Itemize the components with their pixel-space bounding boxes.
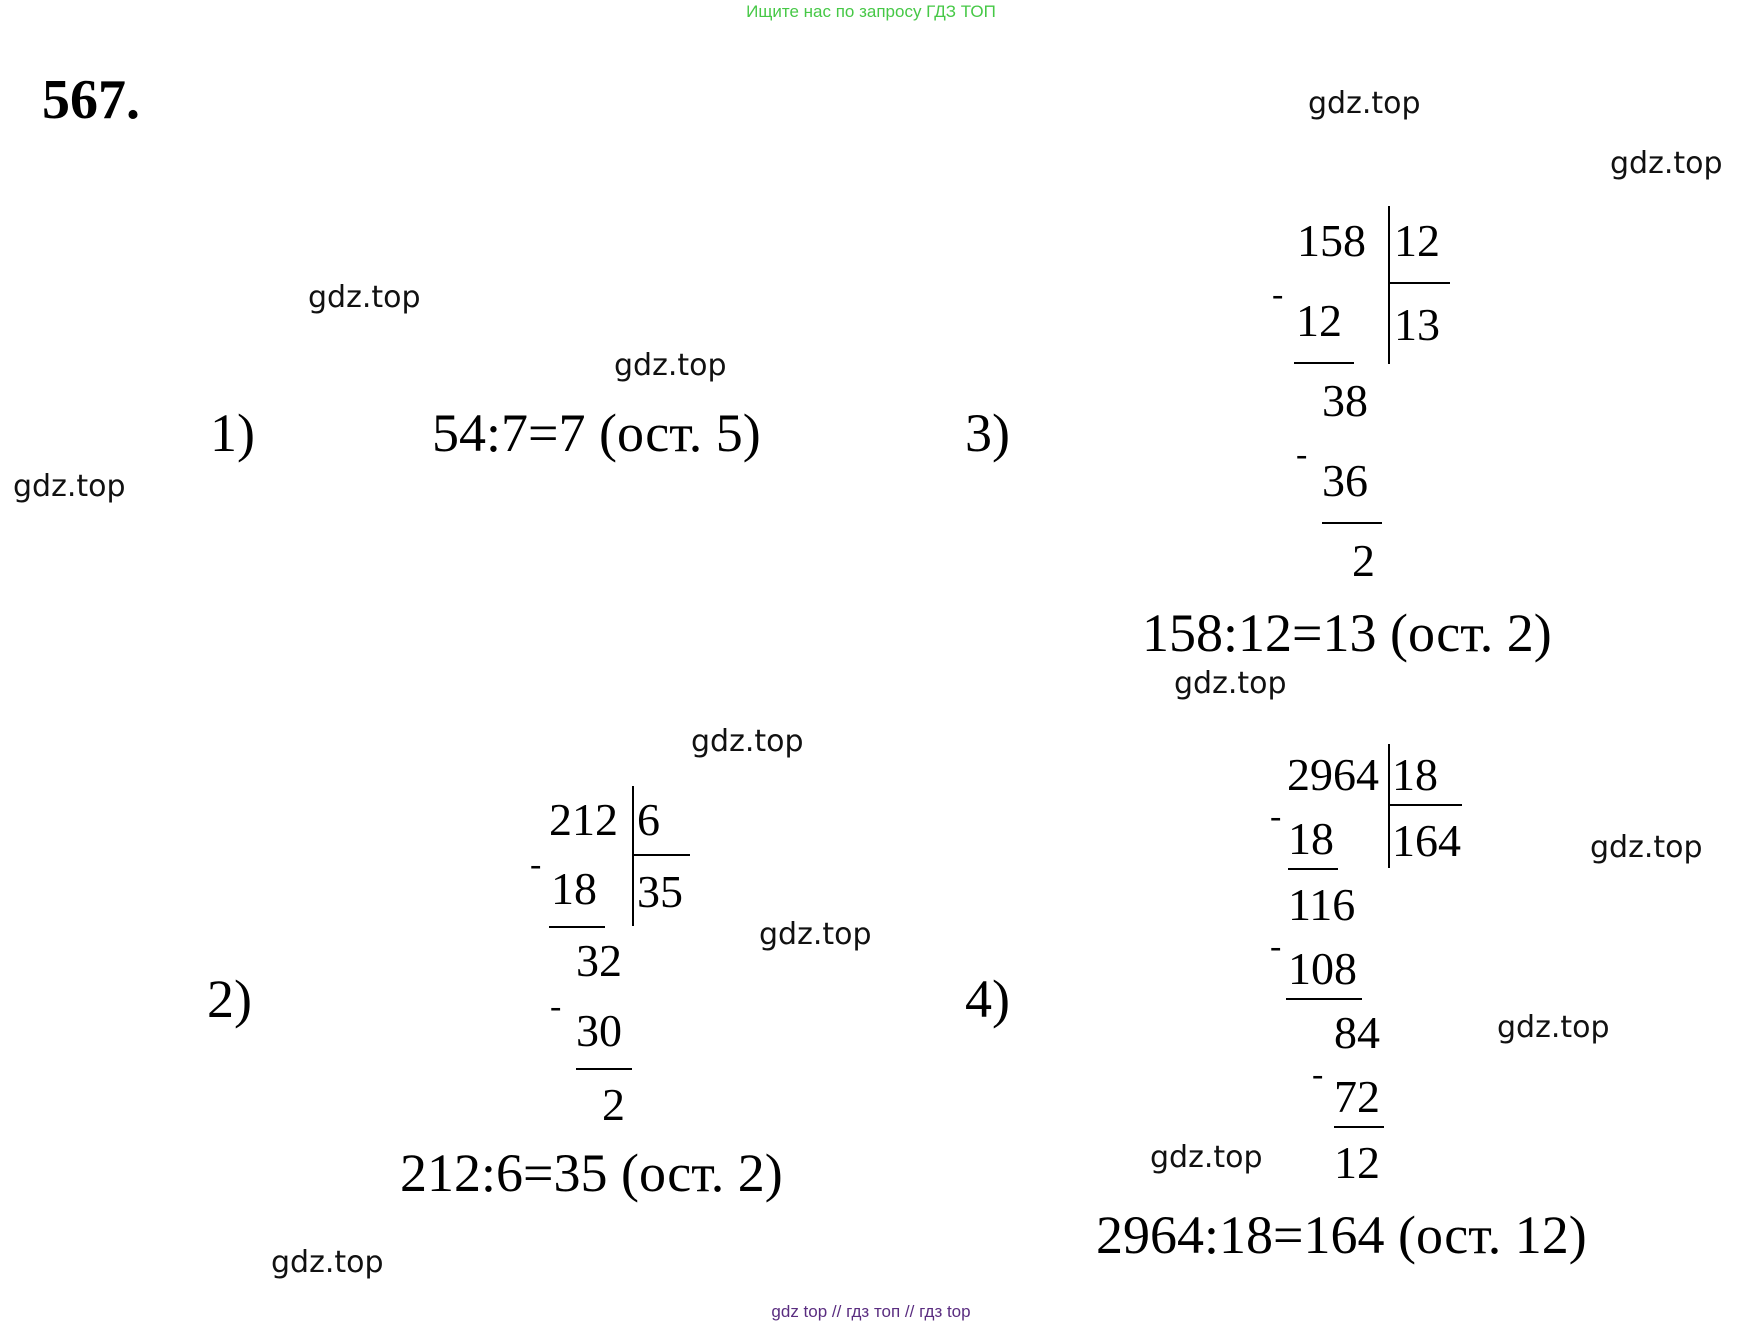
part-1-label: 1) (210, 403, 255, 463)
step-line (1286, 998, 1362, 1000)
minus-sign: - (550, 988, 562, 1025)
watermark: gdz.top (308, 280, 421, 315)
step: 36 (1322, 455, 1368, 506)
step-line (549, 926, 605, 928)
step-line (1322, 522, 1382, 524)
watermark: gdz.top (1590, 830, 1703, 865)
minus-sign: - (1270, 928, 1282, 965)
watermark: gdz.top (271, 1245, 384, 1280)
step-line (1288, 868, 1338, 870)
step-line (1334, 1126, 1384, 1128)
remainder: 2 (602, 1079, 625, 1130)
watermark: gdz.top (1610, 146, 1723, 181)
minus-sign: - (1272, 276, 1284, 313)
dividend: 212 (549, 794, 618, 845)
step: 12 (1296, 295, 1342, 346)
remainder: 2 (1352, 535, 1375, 586)
minus-sign: - (530, 846, 542, 883)
bottom-banner: gdz top // гдз топ // гдз top (771, 1302, 971, 1321)
dividend: 158 (1297, 215, 1366, 266)
minus-sign: - (1296, 436, 1308, 473)
part-1-equation: 54:7=7 (ост. 5) (432, 403, 761, 463)
part-2-label: 2) (207, 969, 252, 1029)
quotient: 35 (637, 866, 683, 917)
part-3-label: 3) (965, 403, 1010, 463)
divisor: 6 (637, 794, 660, 845)
step: 108 (1288, 943, 1357, 994)
step: 18 (551, 863, 597, 914)
division-bar (632, 786, 634, 926)
step: 18 (1288, 813, 1334, 864)
watermark: gdz.top (1497, 1010, 1610, 1045)
quotient: 13 (1394, 299, 1440, 350)
top-banner: Ищите нас по запросу ГДЗ ТОП (746, 2, 996, 21)
divisor: 18 (1392, 749, 1438, 800)
step: 32 (576, 935, 622, 986)
watermark: gdz.top (691, 724, 804, 759)
quotient: 164 (1392, 815, 1461, 866)
divisor: 12 (1394, 215, 1440, 266)
watermark: gdz.top (13, 469, 126, 504)
problem-number: 567. (42, 69, 140, 131)
minus-sign: - (1312, 1056, 1324, 1093)
part-4-equation: 2964:18=164 (ост. 12) (1096, 1205, 1587, 1265)
dividend: 2964 (1287, 749, 1379, 800)
division-bar (1388, 744, 1390, 868)
part-4-label: 4) (965, 969, 1010, 1029)
quotient-line (1390, 804, 1462, 806)
step: 116 (1288, 879, 1356, 930)
watermark: gdz.top (1308, 86, 1421, 121)
watermark: gdz.top (759, 917, 872, 952)
watermark: gdz.top (614, 348, 727, 383)
part-3-equation: 158:12=13 (ост. 2) (1142, 603, 1552, 663)
step: 38 (1322, 375, 1368, 426)
minus-sign: - (1270, 798, 1282, 835)
step-line (1294, 362, 1354, 364)
quotient-line (1390, 282, 1450, 284)
watermark: gdz.top (1174, 666, 1287, 701)
division-bar (1388, 206, 1390, 364)
step: 72 (1334, 1071, 1380, 1122)
watermark: gdz.top (1150, 1140, 1263, 1175)
remainder: 12 (1334, 1137, 1380, 1188)
step-line (576, 1068, 632, 1070)
quotient-line (634, 854, 690, 856)
step: 84 (1334, 1007, 1380, 1058)
step: 30 (576, 1005, 622, 1056)
part-2-equation: 212:6=35 (ост. 2) (400, 1143, 783, 1203)
